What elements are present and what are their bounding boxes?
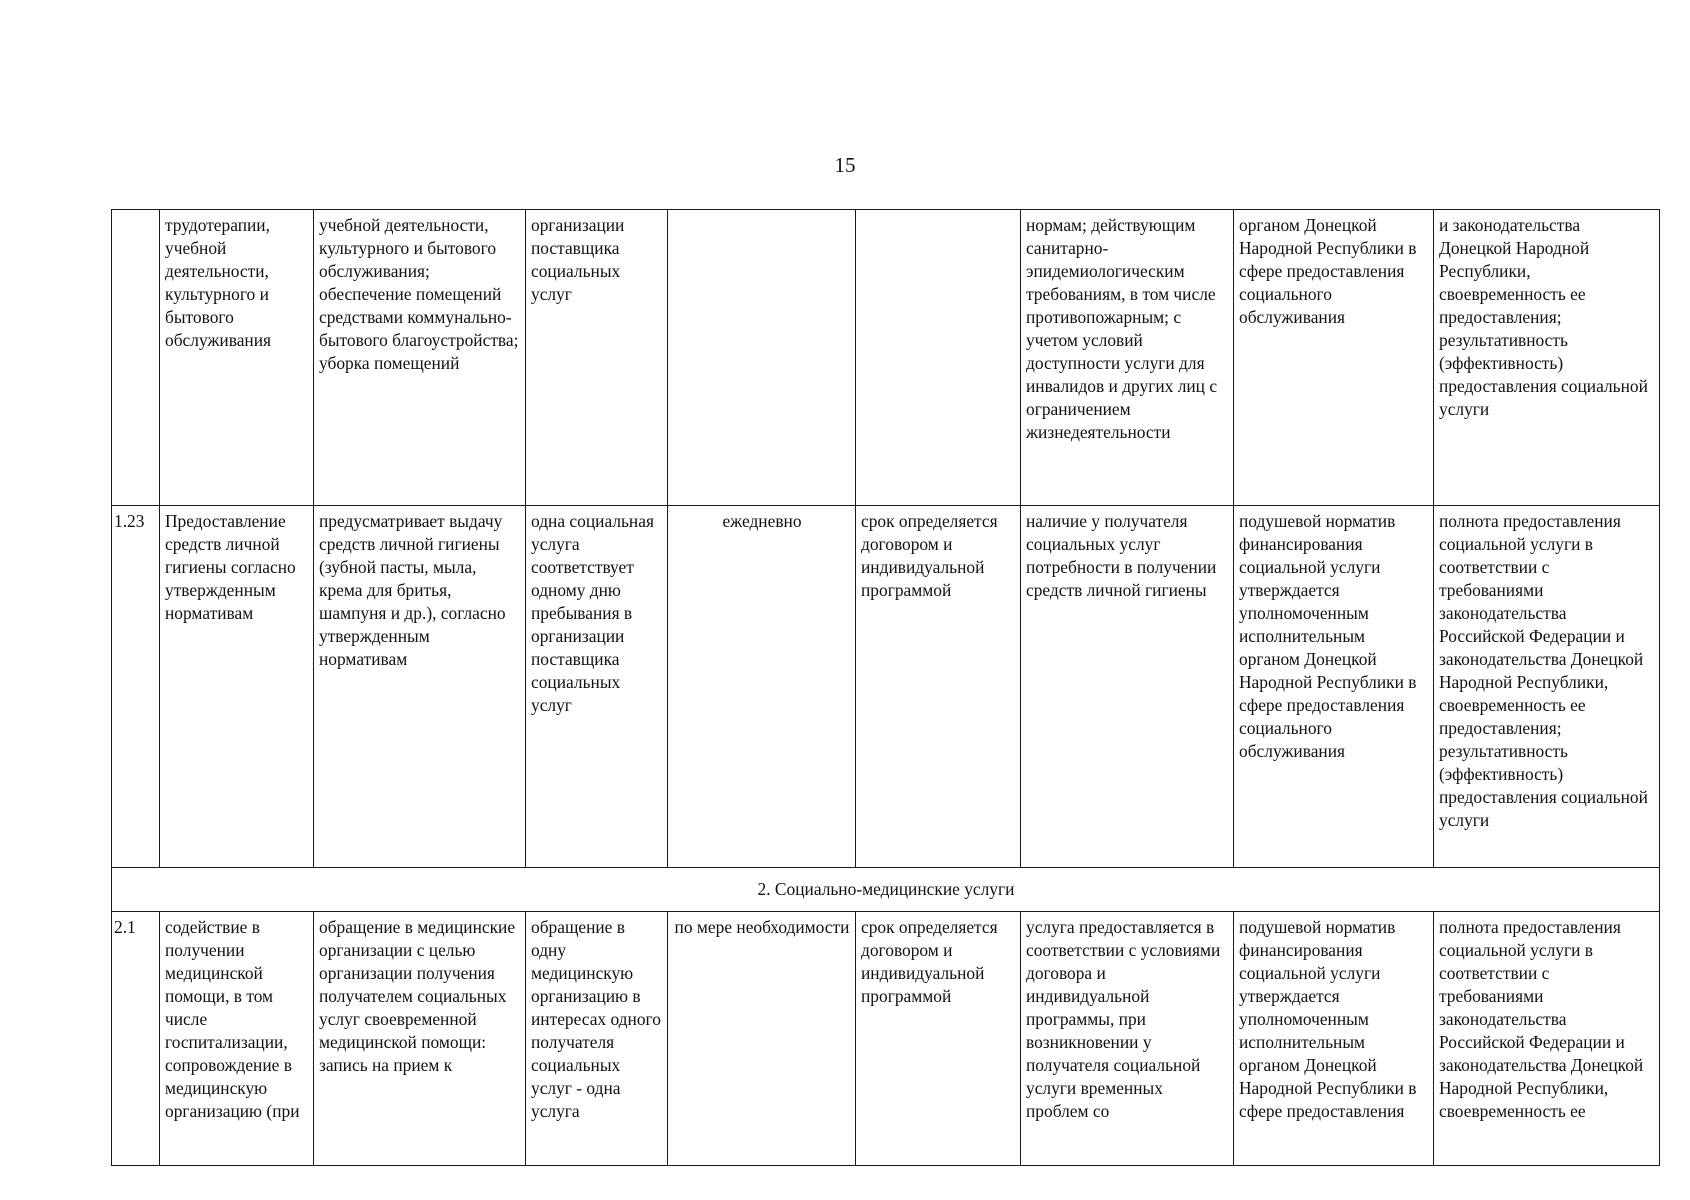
cell-periodicity: по мере необходимости: [668, 912, 856, 1166]
cell-service-content: предусматривает выдачу средств личной гигиены (зубной пасты, мыла, крема для бритья, шампуня и др.), согласно утвержденным нормативам: [314, 506, 526, 868]
cell-quality: полнота предоставления социальной услуги в соответствии с требованиями законодательства Российской Федерации и законодательства Донецкой Народной Республики, своевременность ее предоставления; результативность (эффективность) предоставления социальной услуги: [1434, 506, 1660, 868]
cell-service-content: учебной деятельности, культурного и бытового обслуживания; обеспечение помещений средствами коммунально-бытового благоустройства; уборка помещений: [314, 210, 526, 506]
page-number: 15: [834, 153, 856, 177]
table-row: [112, 210, 1660, 506]
cell-service-content: обращение в медицинские организации с целью организации получения получателем социальных услуг своевременной медицинской помощи: запись на прием к: [314, 912, 526, 1166]
cell-service-volume: одна социальная услуга соответствует одному дню пребывания в организации поставщика социальных услуг: [526, 506, 668, 868]
cell-financing: подушевой норматив финансирования социальной услуги утверждается уполномоченным исполнительным органом Донецкой Народной Республики в сфере предоставления: [1234, 912, 1434, 1166]
table-row: [112, 506, 1660, 868]
cell-number: 1.23: [112, 506, 160, 868]
cell-financing: органом Донецкой Народной Республики в сфере предоставления социального обслуживания: [1234, 210, 1434, 506]
cell-quality: полнота предоставления социальной услуги в соответствии с требованиями законодательства Российской Федерации и законодательства Донецкой Народной Республики, своевременность ее: [1434, 912, 1660, 1166]
section-title: 2. Социально-медицинские услуги: [112, 868, 1660, 912]
cell-conditions: наличие у получателя социальных услуг потребности в получении средств личной гигиены: [1021, 506, 1234, 868]
section-header-row: [112, 868, 1660, 912]
cell-quality: и законодательства Донецкой Народной Республики, своевременность ее предоставления; результативность (эффективность) предоставления социальной услуги: [1434, 210, 1660, 506]
cell-service-volume: обращение в одну медицинскую организацию в интересах одного получателя социальных услуг - одна услуга: [526, 912, 668, 1166]
table-row: [112, 912, 1660, 1166]
cell-conditions: услуга предоставляется в соответствии с условиями договора и индивидуальной программы, при возникновении у получателя социальной услуги временных проблем со: [1021, 912, 1234, 1166]
cell-financing: подушевой норматив финансирования социальной услуги утверждается уполномоченным исполнительным органом Донецкой Народной Республики в сфере предоставления социального обслуживания: [1234, 506, 1434, 868]
cell-term: [856, 210, 1021, 506]
cell-term: срок определяется договором и индивидуальной программой: [856, 912, 1021, 1166]
cell-number: [112, 210, 160, 506]
cell-service-volume: организации поставщика социальных услуг: [526, 210, 668, 506]
cell-conditions: нормам; действующим санитарно-эпидемиологическим требованиям, в том числе противопожарным; с учетом условий доступности услуги для инвалидов и других лиц с ограничением жизнедеятельности: [1021, 210, 1234, 506]
cell-service-name: трудотерапии, учебной деятельности, культурного и бытового обслуживания: [160, 210, 314, 506]
cell-periodicity: [668, 210, 856, 506]
cell-term: срок определяется договором и индивидуальной программой: [856, 506, 1021, 868]
cell-service-name: Предоставление средств личной гигиены согласно утвержденным нормативам: [160, 506, 314, 868]
cell-periodicity: ежедневно: [668, 506, 856, 868]
cell-service-name: содействие в получении медицинской помощи, в том числе госпитализации, сопровождение в медицинскую организацию (при: [160, 912, 314, 1166]
cell-number: 2.1: [112, 912, 160, 1166]
services-table: [111, 209, 1660, 1166]
